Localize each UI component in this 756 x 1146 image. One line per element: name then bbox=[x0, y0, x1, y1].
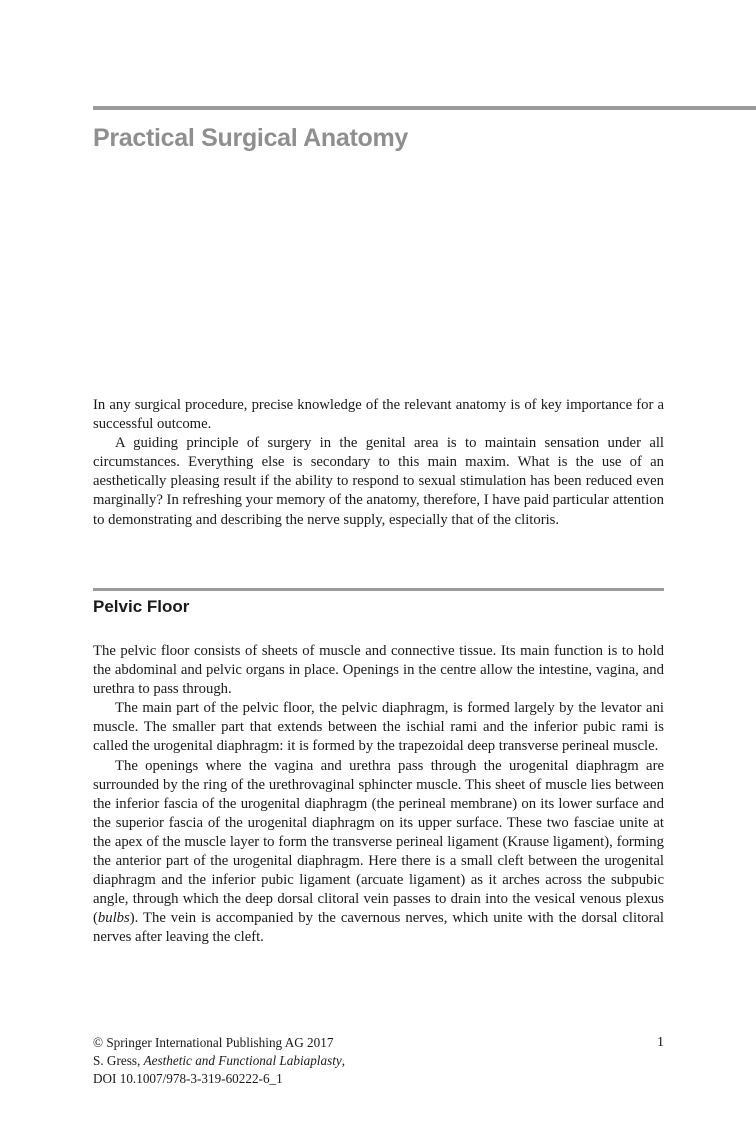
chapter-title: Practical Surgical Anatomy bbox=[93, 124, 409, 152]
intro-paragraph-1: In any surgical procedure, precise knowledge of the relevant anatomy is of key importance for a successful outcome. bbox=[93, 397, 664, 433]
pelvic-floor-paragraph-1: The pelvic floor consists of sheets of muscle and connective tissue. Its main function is to hold the abdominal and pelvic organs in place. Openings in the centre allow the intestine, vagina, and urethra to pass through. bbox=[93, 643, 664, 698]
doi-line: DOI 10.1007/978-3-319-60222-6_1 bbox=[93, 1071, 283, 1086]
section-heading-pelvic-floor: Pelvic Floor bbox=[93, 597, 190, 616]
pelvic-floor-paragraph-3 bbox=[93, 757, 664, 948]
citation-line bbox=[93, 1052, 664, 1070]
intro-paragraph-2: A guiding principle of surgery in the genital area is to maintain sensation under all circumstances. Everything else is secondary to this main maxim. What is the use of an aesthetically pleasing result if the ability to respond to sexual stimulation has been reduced even marginally? In refreshing your memory of the anatomy, therefore, I have paid particular attention to demonstrating and describing the nerve supply, especially that of the clitoris. bbox=[93, 435, 664, 528]
paragraph-3-text-end: ). The vein is accompanied by the cavernous nerves, which unite with the dorsal clitoral nerves after leaving the cleft. bbox=[93, 910, 664, 946]
citation-comma: , bbox=[341, 1053, 346, 1068]
paragraph-3-text-start: The openings where the vagina and urethra pass through the urogenital diaphragm are surrounded by the ring of the urethrovaginal sphincter muscle. This sheet of muscle lies between the inferior fascia of the urogenital diaphragm (the perineal membrane) on its lower surface and the superior fascia of the urogenital diaphragm on its upper surface. These two fasciae unite at the apex of the muscle layer to form the transverse perineal ligament (Krause ligament), forming the anterior part of the urogenital diaphragm. Here there is a small cleft between the urogenital diaphragm and the inferior pubic ligament (arcuate ligament) as it arches across the subpubic angle, through which the deep dorsal clitoral vein passes to drain into the vesical venous plexus ( bbox=[93, 757, 664, 927]
page-footer bbox=[93, 1034, 664, 1088]
citation-author: S. Gress, bbox=[93, 1053, 144, 1068]
chapter-top-rule bbox=[93, 106, 756, 110]
page-number: 1 bbox=[657, 1035, 664, 1050]
intro-text bbox=[93, 396, 664, 530]
citation-book-title: Aesthetic and Functional Labiaplasty bbox=[143, 1053, 342, 1068]
pelvic-floor-text bbox=[93, 642, 664, 948]
section-rule bbox=[93, 588, 664, 591]
copyright-line: © Springer International Publishing AG 2017 bbox=[93, 1035, 334, 1050]
paragraph-3-italic-term: bulbs bbox=[97, 910, 130, 927]
pelvic-floor-paragraph-2: The main part of the pelvic floor, the pelvic diaphragm, is formed largely by the levator ani muscle. The smaller part that extends between the ischial rami and the inferior pubic rami is called the urogenital diaphragm: it is formed by the trapezoidal deep transverse perineal muscle. bbox=[93, 700, 664, 755]
